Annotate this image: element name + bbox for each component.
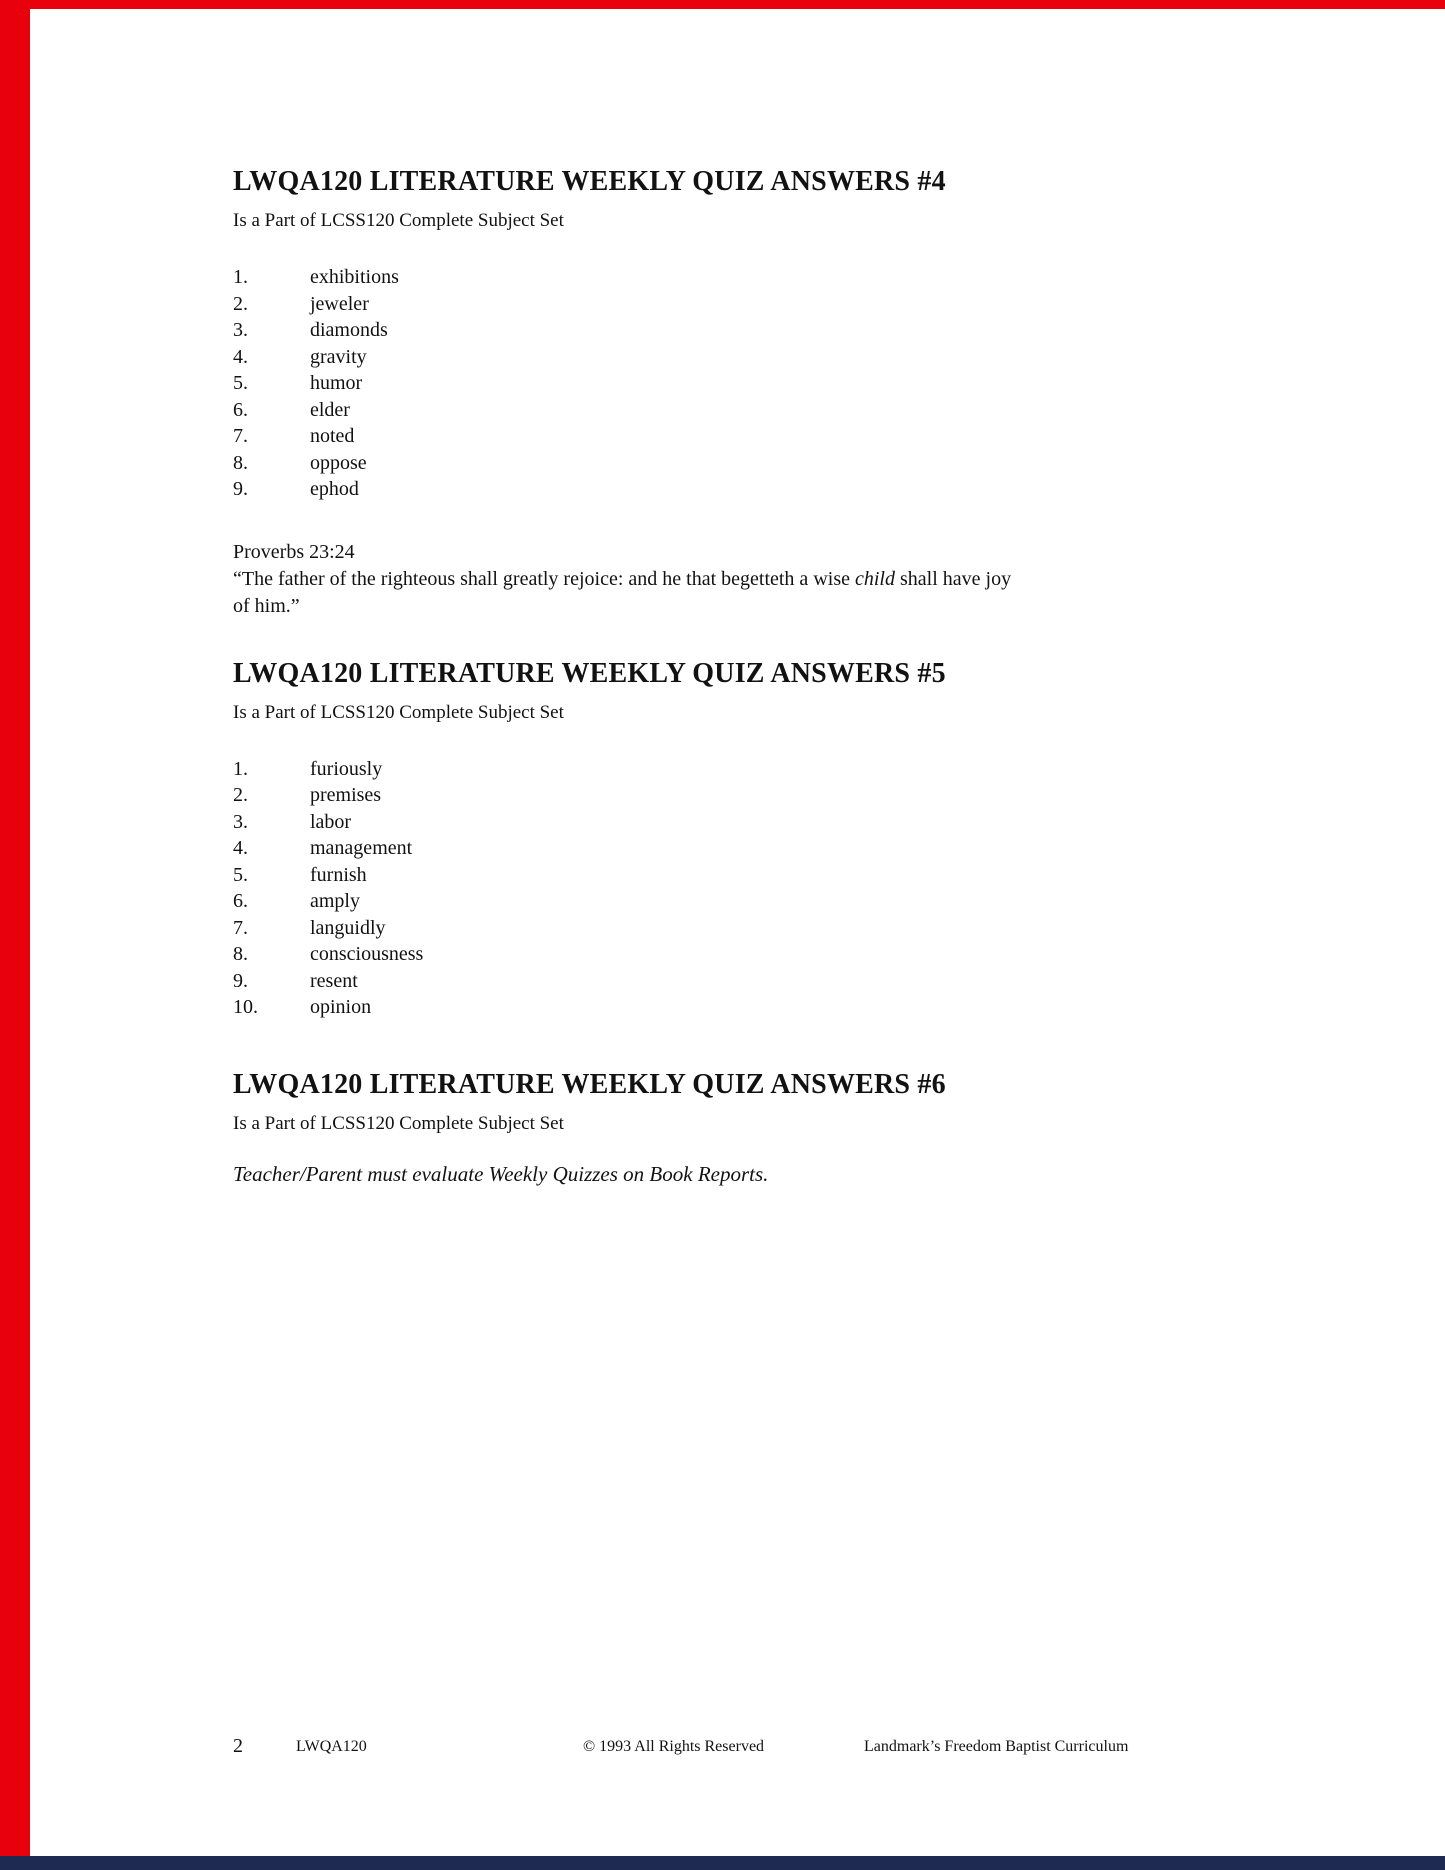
footer-course-code: LWQA120 (296, 1738, 367, 1755)
page-content (233, 0, 1233, 1187)
scripture-quote-block (233, 539, 1233, 620)
answer-row (233, 888, 1233, 915)
answer-number: 8. (233, 451, 248, 474)
section-title-quiz-6: LWQA120 LITERATURE WEEKLY QUIZ ANSWERS #6 (233, 1068, 946, 1100)
answer-row (233, 835, 1233, 862)
answer-row (233, 994, 1233, 1021)
quote-text-post: shall have joy (894, 567, 1012, 590)
answer-word: noted (310, 425, 355, 447)
answer-list-quiz-5 (233, 756, 1233, 1021)
quote-text-pre: “The father of the righteous shall greatly rejoice: and he that begetteth a wise (233, 567, 855, 590)
answer-row (233, 809, 1233, 836)
answer-number: 5. (233, 372, 248, 394)
answer-word: humor (310, 372, 363, 394)
answer-word: resent (310, 969, 358, 992)
answer-row (233, 291, 1233, 318)
answer-row (233, 756, 1233, 783)
answer-number: 2. (233, 784, 248, 806)
answer-number: 9. (233, 478, 248, 500)
answer-list-quiz-4 (233, 264, 1233, 503)
quote-text-italic: child (854, 567, 895, 590)
answer-row (233, 423, 1233, 450)
answer-row (233, 370, 1233, 397)
answer-number: 10. (233, 996, 258, 1018)
answer-word: jeweler (310, 292, 369, 315)
evaluation-note: Teacher/Parent must evaluate Weekly Quizzes on Book Reports. (233, 1161, 769, 1186)
scan-border-left (0, 0, 30, 1856)
answer-number: 2. (233, 292, 248, 315)
answer-row (233, 915, 1233, 942)
answer-row (233, 782, 1233, 809)
footer-page-number: 2 (233, 1735, 243, 1757)
answer-number: 4. (233, 837, 248, 859)
answer-number: 1. (233, 757, 248, 780)
section-quiz-4 (233, 166, 1233, 503)
answer-number: 1. (233, 266, 248, 288)
page-footer (233, 1735, 1233, 1762)
section-subtitle-quiz-6: Is a Part of LCSS120 Complete Subject Set (233, 1112, 564, 1134)
section-subtitle-quiz-4: Is a Part of LCSS120 Complete Subject Set (233, 210, 564, 231)
answer-word: languidly (310, 916, 386, 939)
footer-copyright: © 1993 All Rights Reserved (583, 1738, 765, 1755)
answer-number: 7. (233, 916, 248, 939)
answer-word: furiously (310, 757, 383, 780)
section-subtitle-quiz-5: Is a Part of LCSS120 Complete Subject Set (233, 701, 564, 723)
answer-word: elder (310, 398, 350, 421)
answer-word: amply (310, 890, 360, 912)
scripture-quote-line-2: of him.” (233, 594, 300, 617)
answer-number: 3. (233, 319, 248, 341)
scripture-quote-line-1 (233, 566, 1233, 593)
footer-publisher: Landmark’s Freedom Baptist Curriculum (864, 1738, 1129, 1755)
answer-row (233, 941, 1233, 968)
answer-row (233, 264, 1233, 291)
answer-word: exhibitions (310, 266, 399, 288)
answer-row (233, 862, 1233, 889)
answer-word: oppose (310, 451, 367, 474)
answer-number: 3. (233, 810, 248, 833)
answer-row (233, 397, 1233, 424)
scripture-reference: Proverbs 23:24 (233, 540, 355, 563)
answer-row (233, 450, 1233, 477)
answer-word: furnish (310, 863, 367, 886)
section-quiz-6 (233, 1069, 1233, 1187)
answer-word: labor (310, 810, 352, 833)
answer-row (233, 968, 1233, 995)
answer-word: management (310, 837, 413, 859)
answer-word: premises (310, 784, 382, 806)
answer-number: 8. (233, 943, 248, 965)
answer-word: consciousness (310, 943, 424, 965)
answer-word: diamonds (310, 319, 388, 341)
answer-row (233, 344, 1233, 371)
section-title-quiz-4: LWQA120 LITERATURE WEEKLY QUIZ ANSWERS #4 (233, 166, 946, 197)
answer-number: 9. (233, 969, 248, 992)
answer-word: ephod (310, 478, 359, 500)
answer-word: gravity (310, 345, 367, 368)
section-quiz-5 (233, 658, 1233, 1021)
answer-row (233, 317, 1233, 344)
answer-number: 6. (233, 398, 248, 421)
answer-row (233, 476, 1233, 503)
scan-border-bottom (0, 1856, 1445, 1870)
answer-word: opinion (310, 996, 372, 1018)
answer-number: 6. (233, 890, 248, 912)
answer-number: 4. (233, 345, 248, 368)
section-title-quiz-5: LWQA120 LITERATURE WEEKLY QUIZ ANSWERS #5 (233, 657, 946, 689)
answer-number: 7. (233, 425, 248, 447)
answer-number: 5. (233, 863, 248, 886)
